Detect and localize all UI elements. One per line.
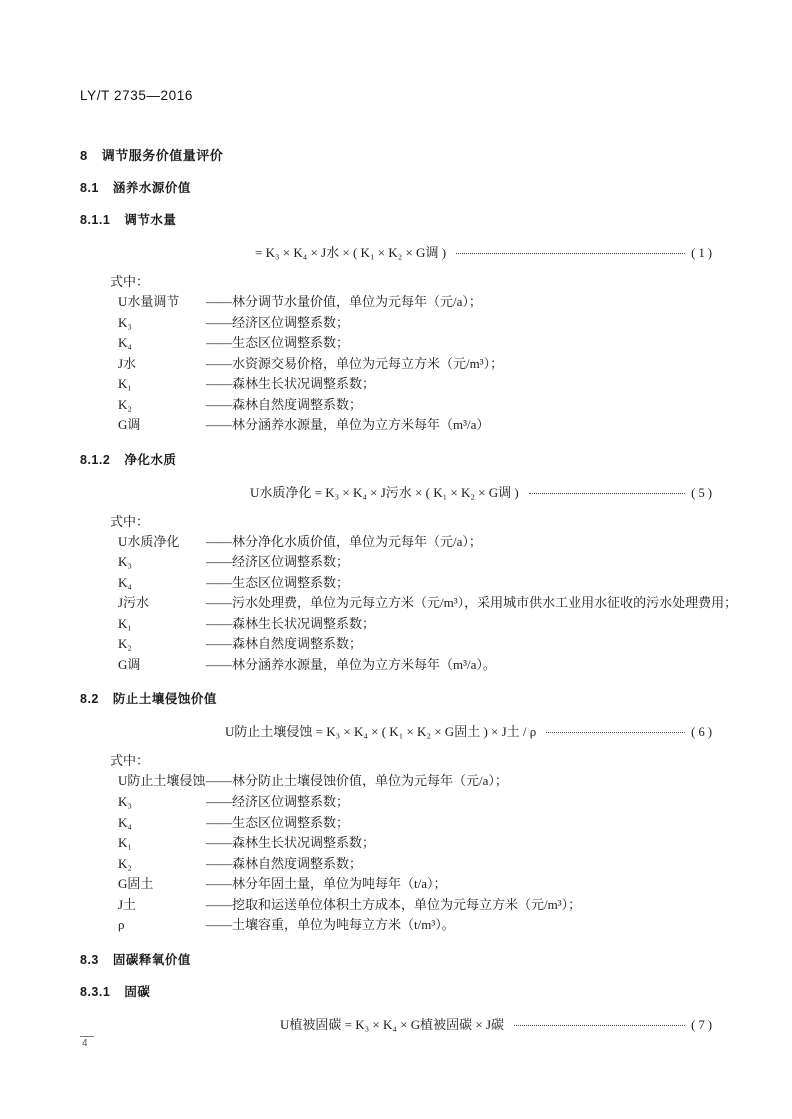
formula-row-6 (80, 721, 712, 740)
definition-list-8-1-1 (110, 292, 712, 436)
formula-leader-dots (456, 245, 685, 254)
definition-description: ——森林生长状况调整系数； (206, 376, 376, 392)
definition-row (110, 634, 712, 655)
heading-8-3-title: 固碳释氧价值 (112, 952, 191, 967)
definition-symbol: U防止土壤侵蚀 (118, 773, 206, 789)
definition-description: ——林分涵养水源量，单位为立方米每年（m³/a）。 (206, 656, 496, 672)
definition-symbol: K₃ (118, 314, 132, 330)
formula-7: U植被固碳 = K₃ × K₄ × G植被固碳 × J碳 (280, 1016, 505, 1032)
formula-row-1 (80, 242, 712, 261)
definition-symbol: K₁ (118, 376, 132, 392)
definition-row (110, 354, 712, 375)
heading-section-8-2 (80, 689, 712, 707)
definition-symbol: J污水 (118, 595, 150, 611)
definition-row (110, 614, 712, 635)
definition-row (110, 395, 712, 416)
definition-description: ——林分年固土量，单位为吨每年（t/a）； (206, 876, 447, 892)
definition-row (110, 552, 712, 573)
page-content (80, 145, 738, 1043)
formula-leader-dots (514, 1017, 685, 1026)
definition-description: ——森林自然度调整系数； (206, 396, 363, 412)
definition-symbol: J水 (118, 355, 137, 371)
definition-list-8-2 (110, 771, 712, 935)
formula-1-number: ( 1 ) (691, 246, 712, 260)
heading-section-8-3 (80, 950, 712, 968)
formula-leader-dots (546, 724, 685, 733)
definition-description: ——森林生长状况调整系数； (206, 615, 376, 631)
heading-section-8-1 (80, 178, 712, 196)
definition-description: ——土壤容重，单位为吨每立方米（t/m³）。 (206, 917, 455, 933)
definition-symbol: K₁ (118, 835, 132, 851)
formula-7-number: ( 7 ) (691, 1017, 712, 1032)
formula-row-5 (80, 482, 712, 501)
definition-row (110, 655, 712, 676)
definition-row (110, 532, 712, 553)
heading-section-8-1-1 (80, 210, 712, 228)
formula-6-number: ( 6 ) (691, 725, 712, 740)
definition-row (110, 915, 712, 936)
definition-row (110, 792, 712, 813)
definition-symbol: K₂ (118, 636, 132, 652)
definition-description: ——林分防止土壤侵蚀价值，单位为元每年（元/a）； (206, 773, 508, 789)
definition-symbol: U水量调节 (118, 294, 180, 309)
definition-description: ——生态区位调整系数； (206, 814, 350, 830)
page-header: LY/T 2735—2016 (80, 88, 193, 103)
formula-6: U防止土壤侵蚀 = K₃ × K₄ × ( K₁ × K₂ × G固土 ) × J土 / ρ (225, 724, 537, 740)
heading-8-3-1-title: 固碳 (124, 984, 151, 999)
definition-symbol: G调 (118, 656, 141, 672)
definition-symbol: K₄ (118, 335, 132, 351)
definition-symbol: K₂ (118, 855, 132, 871)
definition-description: ——林分净化水质价值，单位为元每年（元/a）； (206, 533, 482, 549)
heading-8-1-1-title: 调节水量 (124, 213, 177, 227)
definition-description: ——经济区位调整系数； (206, 554, 350, 570)
definition-row (110, 854, 712, 875)
definition-description: ——生态区位调整系数； (206, 574, 350, 590)
heading-8-3-1-number: 8.3.1 (80, 984, 111, 999)
definition-description: ——森林自然度调整系数； (206, 855, 363, 871)
definition-list-8-1-2 (110, 532, 738, 676)
page-number-rule (80, 1036, 94, 1037)
definition-description: ——林分涵养水源量，单位为立方米每年（m³/a） (206, 417, 490, 433)
formula-leader-dots (529, 485, 686, 494)
definition-symbol: ρ (118, 917, 125, 933)
definition-row (110, 771, 712, 792)
heading-8-title: 调节服务价值量评价 (101, 148, 224, 163)
heading-8-1-number: 8.1 (80, 181, 99, 195)
heading-8-2-title: 防止土壤侵蚀价值 (112, 692, 217, 707)
definition-row (110, 895, 712, 916)
definition-description: ——污水处理费，单位为元每立方米（元/m³），采用城市供水工业用水征收的污水处理费用； (206, 595, 738, 611)
where-label-1: 式中： (110, 274, 150, 289)
definition-symbol: J土 (118, 896, 137, 912)
formula-5-number: ( 5 ) (691, 485, 712, 500)
heading-8-2-number: 8.2 (80, 692, 99, 707)
heading-section-8-1-2 (80, 450, 712, 468)
heading-8-1-1-number: 8.1.1 (80, 213, 111, 227)
definition-description: ——挖取和运送单位体积土方成本，单位为元每立方米（元/m³）； (206, 896, 582, 912)
definition-row (110, 333, 712, 354)
where-label-2: 式中： (110, 513, 150, 529)
definition-row (110, 374, 712, 395)
heading-section-8-3-1 (80, 982, 712, 1000)
heading-8-1-2-title: 净化水质 (124, 452, 177, 467)
heading-section-8 (80, 145, 712, 164)
definition-description: ——森林自然度调整系数； (206, 636, 363, 652)
definition-symbol: U水质净化 (118, 533, 180, 549)
definition-row (110, 593, 738, 614)
definition-row (110, 573, 712, 594)
definition-symbol: K₁ (118, 615, 132, 631)
definition-row (110, 833, 712, 854)
formula-row-7 (80, 1014, 712, 1033)
heading-8-3-number: 8.3 (80, 952, 99, 967)
definition-description: ——森林生长状况调整系数； (206, 835, 376, 851)
definition-symbol: K₄ (118, 814, 132, 830)
definition-row (110, 313, 712, 334)
definition-description: ——经济区位调整系数； (206, 793, 350, 809)
where-label-3: 式中： (110, 753, 150, 769)
definition-row (110, 415, 712, 436)
formula-1: = K₃ × K₄ × J水 × ( K₁ × K₂ × G调 ) (255, 245, 447, 260)
page-number: 4 (82, 1038, 88, 1049)
formula-5: U水质净化 = K₃ × K₄ × J污水 × ( K₁ × K₂ × G调 ) (250, 484, 519, 500)
definition-row (110, 813, 712, 834)
definition-description: ——经济区位调整系数； (206, 314, 350, 330)
definition-symbol: K₄ (118, 574, 132, 590)
heading-8-1-title: 涵养水源价值 (112, 181, 191, 195)
definition-description: ——生态区位调整系数； (206, 335, 350, 351)
definition-description: ——水资源交易价格，单位为元每立方米（元/m³）； (206, 355, 504, 371)
heading-8-1-2-number: 8.1.2 (80, 452, 111, 467)
definition-row (110, 874, 712, 895)
definition-symbol: G固土 (118, 876, 154, 892)
definition-symbol: K₂ (118, 396, 132, 412)
heading-8-number: 8 (80, 148, 88, 163)
definition-row (110, 292, 712, 313)
definition-symbol: K₃ (118, 793, 132, 809)
definition-symbol: K₃ (118, 554, 132, 570)
definition-description: ——林分调节水量价值，单位为元每年（元/a）； (206, 294, 482, 309)
definition-symbol: G调 (118, 417, 141, 433)
